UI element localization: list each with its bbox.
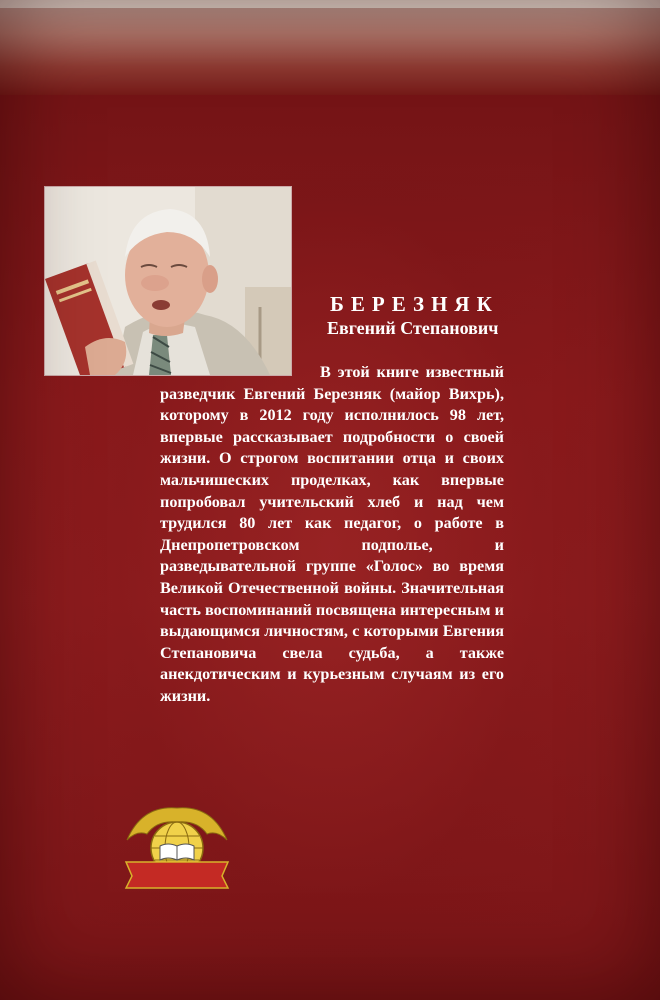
top-band	[0, 0, 660, 95]
book-description: В этой книге известный разведчик Евгений Березняк (майор Вихрь), которому в 2012 году исполнилось 98 лет, впервые рассказывает подробности о своей жизни. О строгом воспитании отца и своих мальчишеских проделках, как впервые попробовал учительский хлеб и над чем трудился 80 лет как педагог, о работе в Днепропетровском подполье, и разведывательной группе «Голос» во время Великой Отечественной войны. Значительная часть воспоминаний посвящена интересным и выдающимся личностям, с которыми Евгения Степановича свела судьба, а также анекдотическим и курьезным случаям из его жизни.	[160, 363, 504, 705]
author-photo	[44, 186, 292, 376]
publisher-logo	[122, 800, 232, 892]
top-band-edge	[0, 0, 660, 8]
author-surname: БЕРЕЗНЯК	[330, 292, 499, 316]
publisher-emblem-icon	[122, 800, 232, 892]
author-photo-illustration	[45, 187, 291, 375]
author-name: Евгений Степанович	[327, 318, 499, 338]
